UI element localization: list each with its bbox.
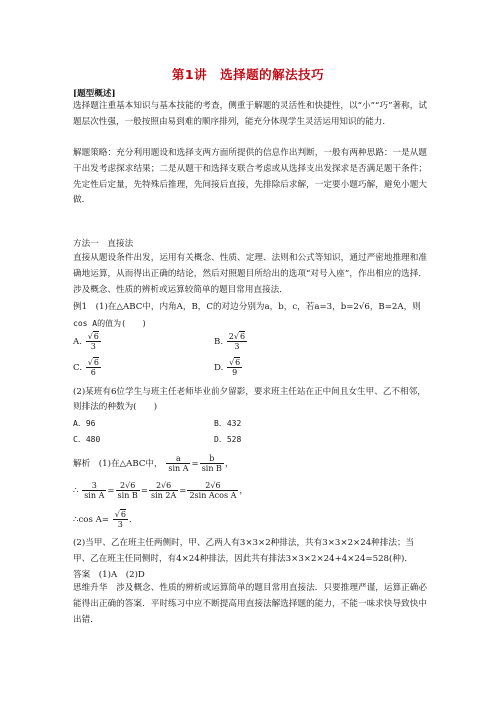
option-2d: D．528 xyxy=(214,435,242,444)
option-2c: C．480 xyxy=(73,435,101,444)
option-d: D. $\frac{√6}{9}$ xyxy=(214,358,241,377)
overview-paragraph: 选择题注重基本知识与基本技能的考查，侧重于解题的灵活性和快捷性，以“小”“巧”著称，试题层次性强，一般按照由易到难的顺序排列，能充分体现学生灵活运用知识的能力． xyxy=(73,101,427,127)
option-c-fraction: $\frac{√6}{6}$ xyxy=(87,358,99,377)
example-question-2-line1: (2)某班有6位学生与班主任老师毕业前夕留影，要求班主任站在正中间且女生甲、乙不相邻， xyxy=(73,387,426,397)
option-c: C. $\frac{√6}{6}$ xyxy=(73,358,99,377)
option-a-fraction: $\frac{√6}{3}$ xyxy=(87,332,99,351)
method-description: 直接从题设条件出发，运用有关概念、性质、定理、法则和公式等知识，通过严密地推理和准确地运算，从而得出正确的结论，然后对照题目所给出的选项“对号入座”，作出相应的选择．涉及概念、性质的辨析或运算较简单的题目常用直接法． xyxy=(73,253,427,295)
page-title: 第1讲 选择题的解法技巧 xyxy=(171,67,325,82)
example-question-1-line1: 例1 (1)在△ABC中，内角A，B，C的对边分别为a，b，c，若a=3，b=2√6，B=2A，则 xyxy=(73,302,421,312)
solution-line3: ∴cos A= $\frac{√6}{3}$ ． xyxy=(73,510,138,529)
option-2b: B．432 xyxy=(214,419,242,428)
section-heading: [题型概述] xyxy=(73,89,116,99)
option-2a: A．96 xyxy=(73,419,96,428)
option-d-fraction: $\frac{√6}{9}$ xyxy=(229,358,241,377)
law-of-sines-frac-a: $\frac{a}{\text{sin A}}$ xyxy=(168,454,189,473)
chain-frac-4: $\frac{2√6}{\text{2sin Acos A}}$ xyxy=(189,481,237,500)
example-question-2-line2: 则排法的种数为( ) xyxy=(73,402,158,412)
solution-line2: ∴ $\frac{3}{\text{sin A}}$ = $\frac{2√6}{\text{sin B}}$ = $\frac{2√6}{\sin 2A}$ = $\frac{2√6}{\text{2sin Acos A}}$ ， xyxy=(73,481,248,500)
method-title: 方法一 直接法 xyxy=(73,239,134,249)
chain-frac-1: $\frac{3}{\text{sin A}}$ xyxy=(84,481,105,500)
cos-a-result: $\frac{√6}{3}$ xyxy=(114,510,126,529)
option-b: B. $\frac{2√6}{3}$ xyxy=(214,332,246,351)
solution-part2-line2: 甲、乙在班主任同侧时，有4×24种排法，因此共有排法3×3×2×24+4×24=528(种)． xyxy=(73,554,413,564)
reflection-paragraph: 思维升华 涉及概念、性质的辨析或运算简单的题目常用直接法．只要推理严谨，运算正确必能得出正确的答案．平时练习中应不断提高用直接法解选择题的能力，不能一味求快导致快中出错． xyxy=(73,583,427,625)
example-question-1-line2: cos A的值为( ) xyxy=(73,319,147,328)
option-b-fraction: $\frac{2√6}{3}$ xyxy=(228,332,246,351)
solution-line1: 解析 (1)在△ABC中， $\frac{a}{\text{sin A}}$ = $\frac{b}{\text{sin B}}$ ， xyxy=(73,454,234,473)
chain-frac-3: $\frac{2√6}{\sin 2A}$ xyxy=(151,481,177,500)
strategy-paragraph: 解题策略：充分利用题设和选择支两方面所提供的信息作出判断，一般有两种思路：一是从题干出发考虑探求结果；二是从题干和选择支联合考虑或从选择支出发探求是否满足题干条件；先定性后定量，先特殊后推理，先间接后直接，先排除后求解，一定要小题巧解，避免小题大做． xyxy=(73,148,427,206)
solution-part2-line1: (2)当甲、乙在班主任两侧时，甲、乙两人有3×3×2种排法，共有3×3×2×24种排法；当 xyxy=(73,538,415,548)
option-a: A. $\frac{√6}{3}$ xyxy=(73,332,99,351)
chain-frac-2: $\frac{2√6}{\text{sin B}}$ xyxy=(117,481,138,500)
law-of-sines-frac-b: $\frac{b}{\text{sin B}}$ xyxy=(201,454,222,473)
answer-line: 答案 (1)A (2)D xyxy=(73,570,145,580)
